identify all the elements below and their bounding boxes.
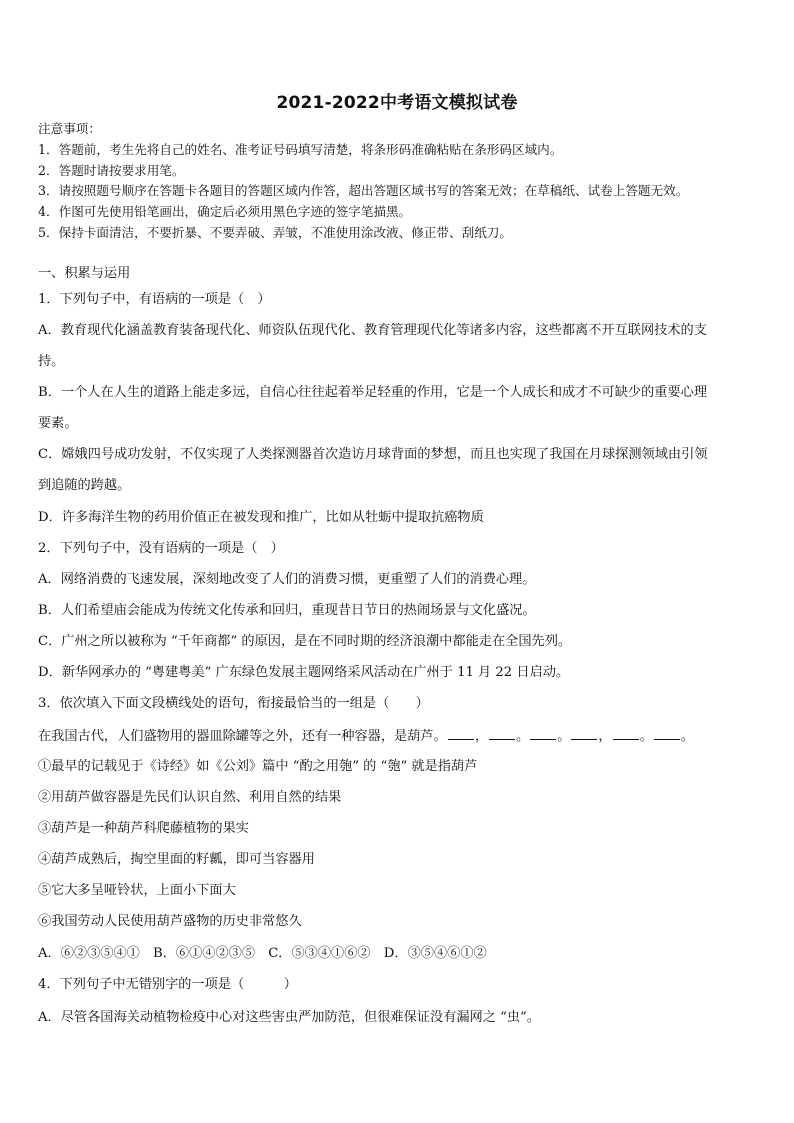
- q2-option-d: D．新华网承办的 “粤建粤美” 广东绿色发展主题网络采风活动在广州于 11 月 22 日启动。: [38, 665, 570, 680]
- q3-item: ③葫芦是一种葫芦科爬藤植物的果实: [38, 821, 249, 836]
- question-2-stem: 2．下列句子中，没有语病的一项是（ ）: [38, 541, 284, 556]
- q3-item: ⑤它大多呈哑铃状，上面小下面大: [38, 883, 236, 898]
- exam-title: 2021-2022中考语文模拟试卷: [276, 93, 518, 113]
- q1-option-b: B．一个人在人生的道路上能走多远，自信心往往起着举足轻重的作用，它是一个人成长和成才不可缺少的重要心理: [38, 385, 708, 400]
- q1-option-b-cont: 要素。: [38, 416, 78, 431]
- question-4-stem: 4．下列句子中无错别字的一项是（ ）: [38, 977, 297, 992]
- q1-option-c: C．嫦娥四号成功发射，不仅实现了人类探测器首次造访月球背面的梦想，而且也实现了我国在月球探测领域由引领: [38, 447, 708, 462]
- blank-punct: ，: [474, 729, 488, 744]
- notice-item: 2．答题时请按要求用笔。: [38, 163, 185, 178]
- section-heading: 一、积累与运用: [38, 266, 131, 281]
- blank-punct: 。: [639, 729, 653, 744]
- q2-option-b: B．人们希望庙会能成为传统文化传承和回归，重现昔日节日的热闹场景与文化盛况。: [38, 603, 536, 618]
- notice-item: 3．请按照题号顺序在答题卡各题目的答题区域内作答，超出答题区域书写的答案无效；在草稿纸、试卷上答题无效。: [38, 183, 689, 198]
- fill-blank: [489, 728, 515, 740]
- notice-item: 1．答题前，考生先将自己的姓名、准考证号码填写清楚，将条形码准确粘贴在条形码区域内。: [38, 142, 563, 157]
- q3-item: ⑥我国劳动人民使用葫芦盛物的历史非常悠久: [38, 914, 302, 929]
- q1-option-a: A．教育现代化涵盖教育装备现代化、师资队伍现代化、教育管理现代化等诸多内容，这些都离不开互联网技术的支: [38, 323, 707, 338]
- q3-options: A．⑥②③⑤④① B．⑥①④②③⑤ C．⑤③④①⑥② D．③⑤④⑥①②: [38, 946, 487, 961]
- notice-item: 4．作图可先使用铅笔画出，确定后必须用黑色字迹的签字笔描黑。: [38, 204, 412, 219]
- blank-punct: 。: [557, 729, 571, 744]
- q1-option-c-cont: 到追随的跨越。: [38, 478, 131, 493]
- fill-blank: [448, 728, 474, 740]
- blank-punct: ，: [598, 729, 612, 744]
- question-1-stem: 1．下列句子中，有语病的一项是（ ）: [38, 292, 271, 307]
- q3-passage: [38, 728, 694, 745]
- q4-option-a: A．尽管各国海关动植物检疫中心对这些害虫严加防范，但很难保证没有漏网之 “虫”。: [38, 1010, 540, 1025]
- q1-option-d: D．许多海洋生物的药用价值正在被发现和推广，比如从牡蛎中提取抗癌物质: [38, 510, 484, 525]
- notice-item: 5．保持卡面清洁，不要折暴、不要弄破、弄皱，不准使用涂改液、修正带、刮纸刀。: [38, 225, 512, 240]
- fill-blank: [571, 728, 597, 740]
- blank-punct: 。: [516, 729, 530, 744]
- notice-heading: 注意事项：: [38, 121, 101, 136]
- q2-option-a: A．网络消费的飞速发展，深刻地改变了人们的消费习惯，更重塑了人们的消费心理。: [38, 572, 536, 587]
- fill-blank: [654, 728, 680, 740]
- fill-blank: [530, 728, 556, 740]
- fill-blank: [613, 728, 639, 740]
- question-3-stem: 3．依次填入下面文段横线处的语句，衔接最恰当的一组是（ ）: [38, 696, 429, 711]
- q3-item: ①最早的记载见于《诗经》如《公刘》篇中 “酌之用匏” 的 “匏” 就是指葫芦: [38, 759, 478, 774]
- q3-item: ④葫芦成熟后，掏空里面的籽瓤，即可当容器用: [38, 852, 315, 867]
- q2-option-c: C．广州之所以被称为 “千年商都” 的原因，是在不同时期的经济浪潮中都能走在全国先列。: [38, 634, 572, 649]
- q3-item: ②用葫芦做容器是先民们认识自然、利用自然的结果: [38, 790, 342, 805]
- q1-option-a-cont: 持。: [38, 354, 65, 369]
- q3-passage-lead: 在我国古代，人们盛物用的器皿除罐等之外，还有一种容器，是葫芦。: [38, 729, 447, 744]
- blank-punct: 。: [680, 729, 694, 744]
